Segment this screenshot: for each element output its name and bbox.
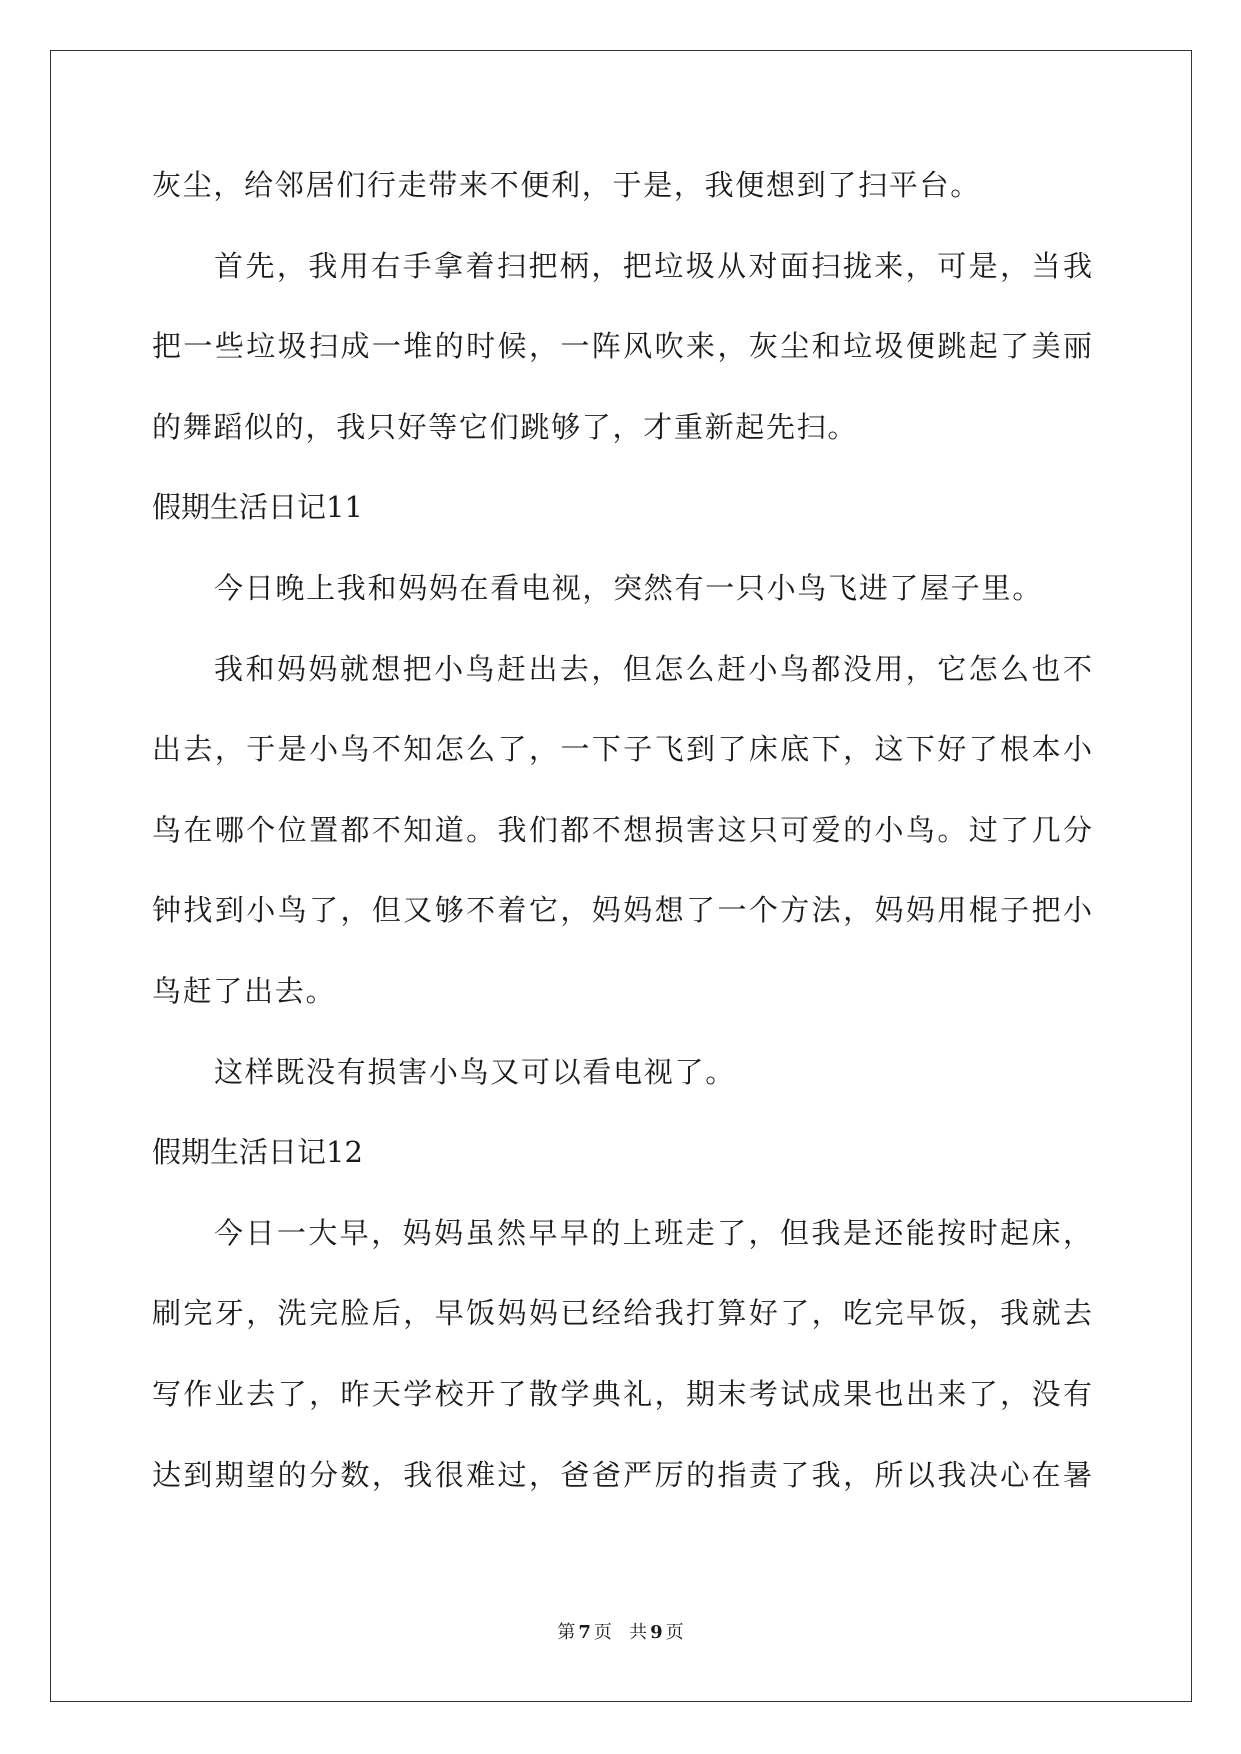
text-line-3: 把一些垃圾扫成一堆的时候，一阵风吹来，灰尘和垃圾便跳起了美丽: [152, 329, 1092, 364]
text-line-4: 的舞蹈似的，我只好等它们跳够了，才重新起先扫。: [152, 409, 859, 444]
text-line-12: 这样既没有损害小鸟又可以看电视了。: [214, 1054, 736, 1089]
section-heading-11: 假期生活日记11: [152, 490, 363, 525]
document-body: [152, 160, 1092, 1530]
footer-current-page: 7: [578, 1622, 591, 1643]
footer-page-suffix: 页: [593, 1622, 612, 1643]
text-line-16: 写作业去了，昨天学校开了散学典礼，期末考试成果也出来了，没有: [152, 1376, 1092, 1411]
text-line-2: 首先，我用右手拿着扫把柄，把垃圾从对面扫拢来，可是，当我: [214, 248, 1092, 283]
text-line-17: 达到期望的分数，我很难过，爸爸严厉的指责了我，所以我决心在暑: [152, 1457, 1092, 1492]
footer-total-suffix: 页: [665, 1622, 684, 1643]
page-footer: [0, 1618, 1241, 1644]
section-heading-12: 假期生活日记12: [152, 1135, 363, 1170]
text-line-6: 今日晚上我和妈妈在看电视，突然有一只小鸟飞进了屋子里。: [214, 570, 1043, 605]
footer-prefix: 第: [557, 1622, 576, 1643]
footer-total-pages: 9: [650, 1622, 663, 1643]
text-line-1: 灰尘，给邻居们行走带来不便利，于是，我便想到了扫平台。: [152, 168, 981, 202]
footer-total-prefix: 共: [629, 1622, 648, 1643]
text-line-14: 今日一大早，妈妈虽然早早的上班走了，但我是还能按时起床，: [214, 1215, 1092, 1250]
text-line-15: 刷完牙，洗完脸后，早饭妈妈已经给我打算好了，吃完早饭，我就去: [152, 1296, 1092, 1331]
text-line-8: 出去，于是小鸟不知怎么了，一下子飞到了床底下，这下好了根本小: [152, 732, 1092, 767]
text-line-9: 鸟在哪个位置都不知道。我们都不想损害这只可爱的小鸟。过了几分: [152, 812, 1092, 847]
text-line-10: 钟找到小鸟了，但又够不着它，妈妈想了一个方法，妈妈用棍子把小: [152, 893, 1092, 928]
text-line-11: 鸟赶了出去。: [152, 973, 337, 1008]
text-line-7: 我和妈妈就想把小鸟赶出去，但怎么赶小鸟都没用，它怎么也不: [214, 651, 1092, 686]
